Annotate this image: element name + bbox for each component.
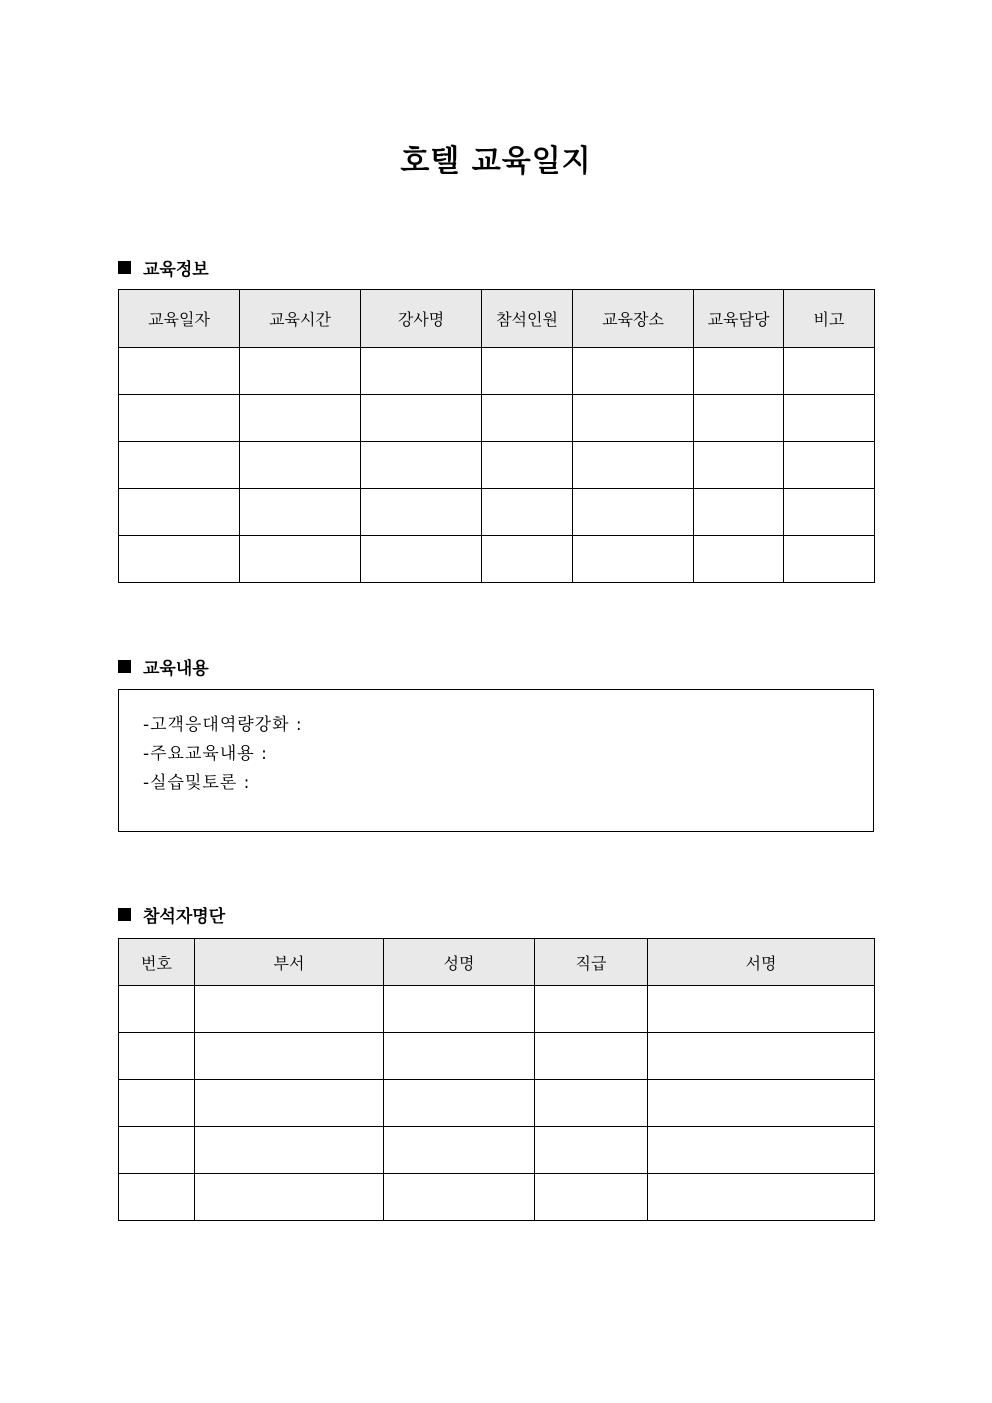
table-cell[interactable] — [784, 348, 875, 395]
table-cell[interactable] — [648, 1080, 875, 1127]
table-cell[interactable] — [119, 986, 195, 1033]
table-cell[interactable] — [119, 395, 240, 442]
table-cell[interactable] — [361, 536, 482, 583]
table-cell[interactable] — [694, 536, 784, 583]
header-cell: 직급 — [535, 939, 648, 986]
table-cell[interactable] — [573, 536, 694, 583]
table-cell[interactable] — [784, 395, 875, 442]
content-line-main-topics: -주요교육내용 : — [143, 744, 268, 764]
content-line-practice-discussion: -실습및토론 : — [143, 773, 251, 793]
table-row — [119, 442, 875, 489]
education-content-box[interactable] — [118, 689, 874, 832]
header-cell: 강사명 — [361, 290, 482, 348]
table-cell[interactable] — [384, 1174, 535, 1221]
table-cell[interactable] — [195, 986, 384, 1033]
header-cell: 부서 — [195, 939, 384, 986]
table-cell[interactable] — [361, 489, 482, 536]
table-cell[interactable] — [119, 1174, 195, 1221]
square-bullet-icon — [118, 660, 131, 673]
table-cell[interactable] — [361, 442, 482, 489]
section-heading-info — [118, 255, 209, 280]
table-cell[interactable] — [535, 1033, 648, 1080]
table-cell[interactable] — [195, 1080, 384, 1127]
table-cell[interactable] — [535, 1080, 648, 1127]
table-cell[interactable] — [648, 1174, 875, 1221]
header-cell: 성명 — [384, 939, 535, 986]
table-cell[interactable] — [119, 1080, 195, 1127]
table-cell[interactable] — [573, 348, 694, 395]
table-cell[interactable] — [240, 536, 361, 583]
table-cell[interactable] — [195, 1127, 384, 1174]
table-row — [119, 489, 875, 536]
table-cell[interactable] — [240, 442, 361, 489]
table-row — [119, 348, 875, 395]
table-cell[interactable] — [694, 489, 784, 536]
header-cell: 교육담당 — [694, 290, 784, 348]
table-cell[interactable] — [361, 348, 482, 395]
table-cell[interactable] — [384, 1033, 535, 1080]
table-cell[interactable] — [648, 1033, 875, 1080]
table-cell[interactable] — [482, 442, 573, 489]
table-row — [119, 1033, 875, 1080]
table-cell[interactable] — [195, 1033, 384, 1080]
table-cell[interactable] — [784, 489, 875, 536]
table-header-row — [119, 290, 875, 348]
table-cell[interactable] — [648, 1127, 875, 1174]
table-cell[interactable] — [119, 1033, 195, 1080]
header-cell: 교육장소 — [573, 290, 694, 348]
table-row — [119, 1174, 875, 1221]
table-cell[interactable] — [573, 442, 694, 489]
table-row — [119, 986, 875, 1033]
document-title: 호텔 교육일지 — [400, 144, 592, 179]
section-heading-content — [118, 654, 209, 679]
table-cell[interactable] — [573, 489, 694, 536]
section-heading-info-label: 교육정보 — [143, 260, 209, 280]
header-cell: 서명 — [648, 939, 875, 986]
table-row — [119, 536, 875, 583]
table-cell[interactable] — [240, 489, 361, 536]
header-cell: 참석인원 — [482, 290, 573, 348]
attendee-list-table — [118, 938, 875, 1221]
table-cell[interactable] — [119, 442, 240, 489]
table-cell[interactable] — [482, 348, 573, 395]
table-cell[interactable] — [784, 442, 875, 489]
header-cell: 비고 — [784, 290, 875, 348]
education-info-table — [118, 289, 875, 583]
table-cell[interactable] — [694, 348, 784, 395]
table-cell[interactable] — [535, 1127, 648, 1174]
table-cell[interactable] — [482, 395, 573, 442]
table-cell[interactable] — [119, 1127, 195, 1174]
table-cell[interactable] — [535, 1174, 648, 1221]
table-cell[interactable] — [119, 348, 240, 395]
table-cell[interactable] — [482, 489, 573, 536]
table-cell[interactable] — [694, 442, 784, 489]
table-row — [119, 395, 875, 442]
table-cell[interactable] — [240, 395, 361, 442]
header-cell: 교육시간 — [240, 290, 361, 348]
header-cell: 교육일자 — [119, 290, 240, 348]
table-cell[interactable] — [535, 986, 648, 1033]
section-heading-attendees — [118, 902, 225, 927]
table-cell[interactable] — [361, 395, 482, 442]
table-cell[interactable] — [384, 1127, 535, 1174]
table-cell[interactable] — [240, 348, 361, 395]
table-row — [119, 1127, 875, 1174]
table-row — [119, 1080, 875, 1127]
table-cell[interactable] — [195, 1174, 384, 1221]
section-heading-content-label: 교육내용 — [143, 659, 209, 679]
table-cell[interactable] — [384, 986, 535, 1033]
square-bullet-icon — [118, 261, 131, 274]
table-cell[interactable] — [482, 536, 573, 583]
table-cell[interactable] — [694, 395, 784, 442]
content-line-customer-service: -고객응대역량강화 : — [143, 715, 303, 735]
table-cell[interactable] — [573, 395, 694, 442]
square-bullet-icon — [118, 908, 131, 921]
table-cell[interactable] — [784, 536, 875, 583]
table-cell[interactable] — [648, 986, 875, 1033]
table-header-row — [119, 939, 875, 986]
table-cell[interactable] — [119, 489, 240, 536]
table-cell[interactable] — [384, 1080, 535, 1127]
table-cell[interactable] — [119, 536, 240, 583]
header-cell: 번호 — [119, 939, 195, 986]
section-heading-attendees-label: 참석자명단 — [143, 907, 226, 927]
